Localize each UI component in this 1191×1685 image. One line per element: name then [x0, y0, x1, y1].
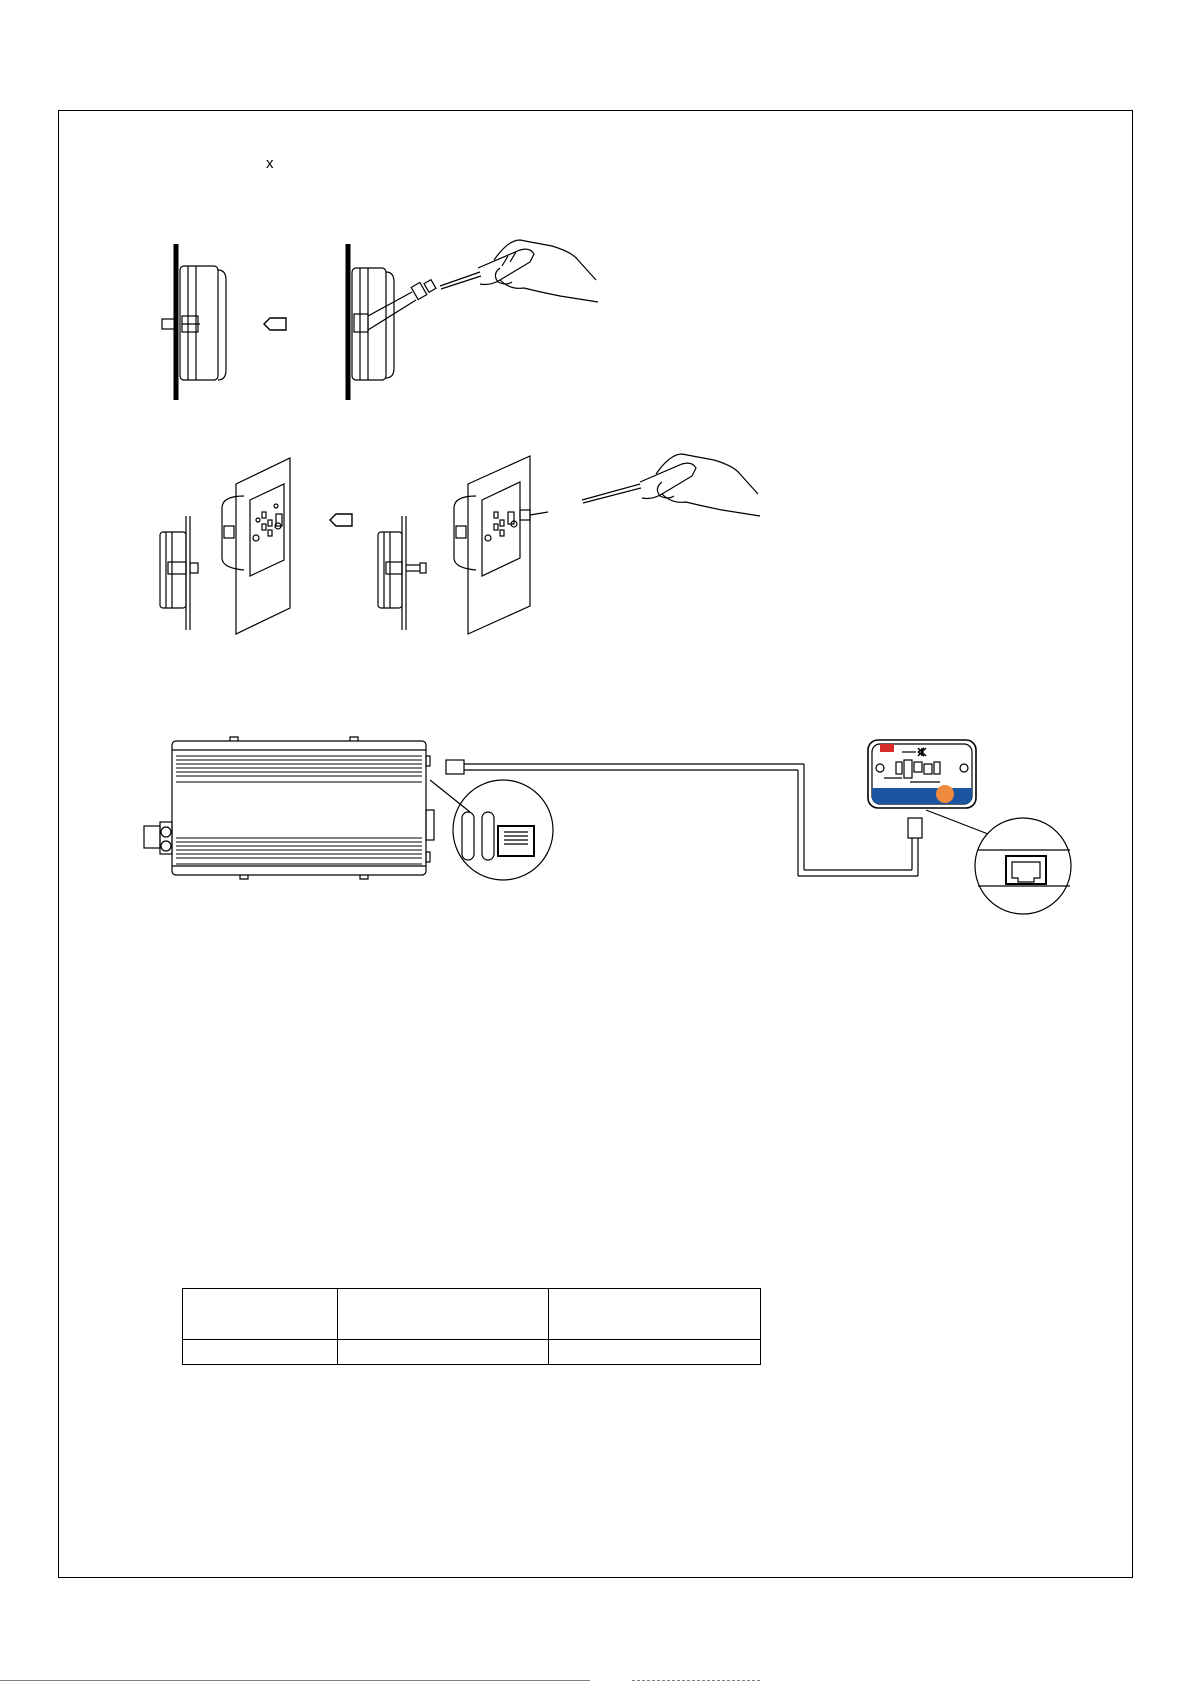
wall-mount-exploded	[348, 244, 481, 400]
table-cell	[549, 1289, 761, 1340]
table-cell	[183, 1289, 338, 1340]
hand-with-screwdriver-2	[582, 454, 760, 516]
arrow-left-icon	[330, 514, 352, 526]
controller-port-callout	[926, 810, 1071, 914]
panel-mount-side-right	[378, 516, 426, 630]
spec-table	[182, 1288, 761, 1365]
wall-mount-assembled	[162, 244, 226, 400]
hand-with-screwdriver-1	[478, 240, 598, 302]
table-cell	[338, 1289, 549, 1340]
rj-cable	[446, 760, 922, 876]
table-cell	[549, 1340, 761, 1365]
table-cell	[183, 1340, 338, 1365]
table-row	[183, 1340, 761, 1365]
bottom-rule	[0, 1680, 1191, 1681]
panel-mount-front-left	[222, 458, 290, 634]
inverter-unit	[144, 737, 434, 879]
multiply-sign: x	[266, 155, 274, 172]
remote-controller	[868, 740, 976, 808]
arrow-left-icon	[264, 318, 286, 330]
table-cell	[338, 1340, 549, 1365]
panel-mount-front-right	[454, 456, 548, 634]
table-row	[183, 1289, 761, 1340]
panel-mount-side-left	[160, 516, 198, 630]
inverter-port-callout	[430, 780, 553, 880]
